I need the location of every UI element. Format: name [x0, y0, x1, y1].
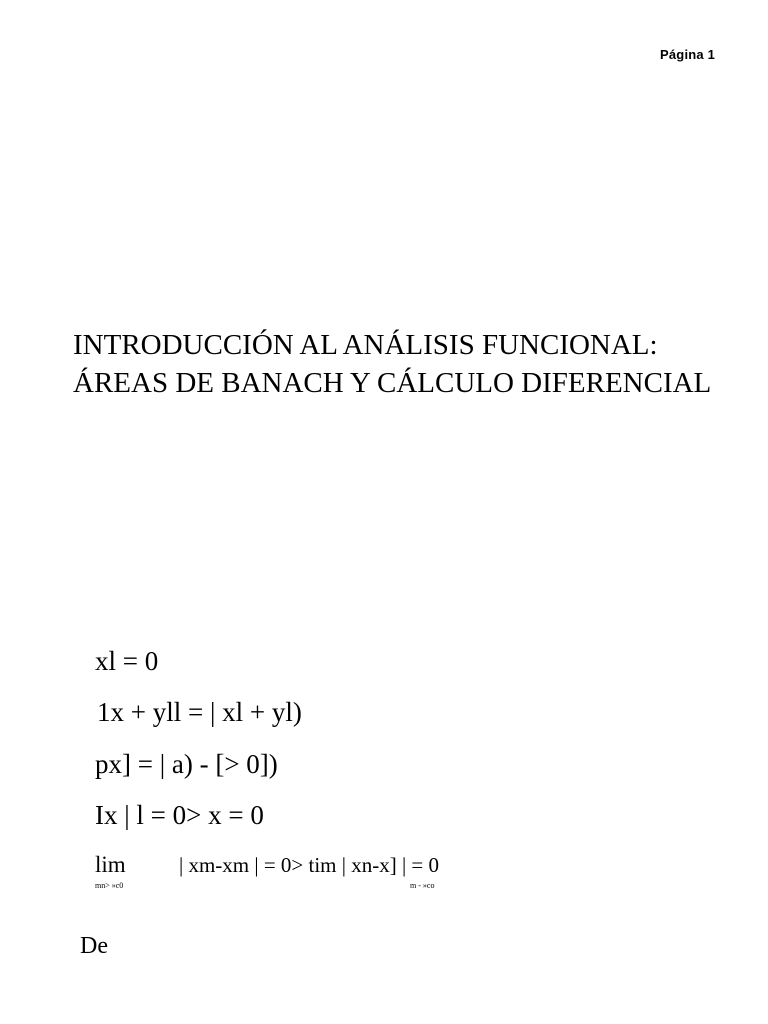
limit-expression-subscript: m - »co: [410, 881, 435, 890]
equation-1: xl = 0: [95, 646, 159, 676]
equation-4: Ix | l = 0> x = 0: [95, 800, 264, 830]
limit-expression: | xm-xm | = 0> tim | xn-x] | = 0: [179, 853, 439, 877]
body-text-start: De: [80, 933, 108, 959]
limit-operator: lim: [95, 852, 126, 877]
title-line-1: INTRODUCCIÓN AL ANÁLISIS FUNCIONAL:: [73, 329, 658, 361]
equation-2: 1x + yll = | xl + yl): [97, 697, 302, 727]
page-number: Página 1: [660, 47, 716, 62]
title-line-2: ÁREAS DE BANACH Y CÁLCULO DIFERENCIAL: [73, 367, 712, 399]
equation-3: px] = | a) - [> 0]): [95, 749, 278, 779]
limit-subscript: mn> »c0: [95, 881, 124, 890]
limit-equation: [95, 852, 615, 902]
document-title: [73, 326, 763, 402]
